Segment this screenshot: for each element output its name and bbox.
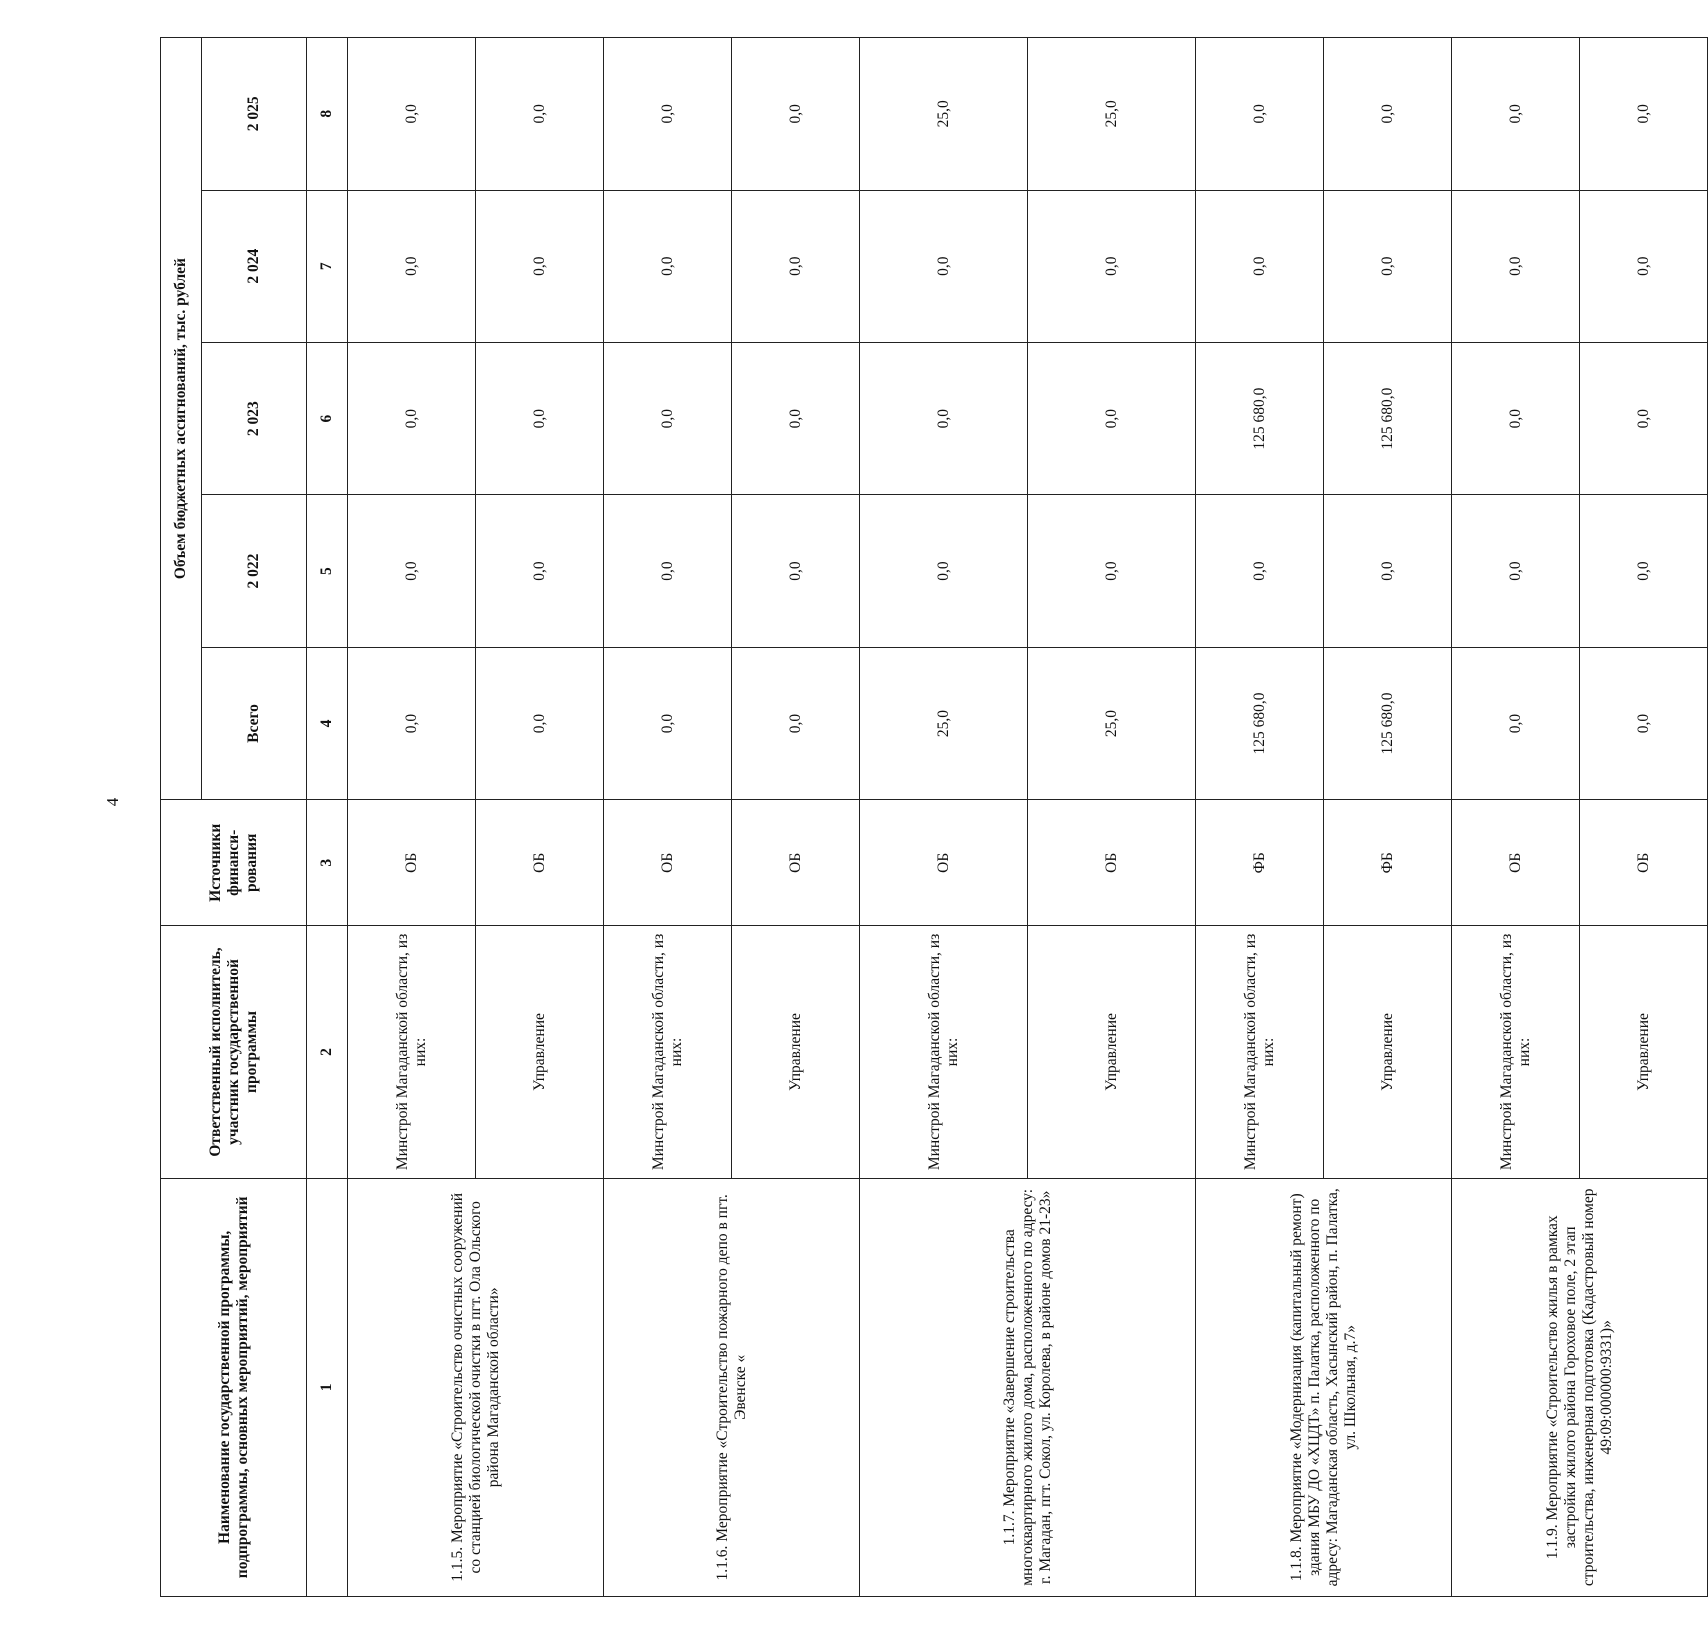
executor-cell: Минстрой Магаданской области, из них:	[1196, 926, 1324, 1178]
column-number: 1	[307, 1178, 348, 1596]
year-2022-cell: 0,0	[860, 495, 1028, 647]
executor-cell: Управление	[476, 926, 604, 1178]
funding-source-cell: ОБ	[1452, 800, 1580, 926]
year-2024-cell: 0,0	[1028, 190, 1196, 342]
executor-cell: Управление	[1324, 926, 1452, 1178]
year-2022-cell: 0,0	[1452, 495, 1580, 647]
year-2022-cell: 0,0	[348, 495, 476, 647]
year-2022-cell: 0,0	[732, 495, 860, 647]
year-2022-cell: 0,0	[1028, 495, 1196, 647]
year-2025-cell: 0,0	[476, 38, 604, 191]
year-2022-cell: 0,0	[604, 495, 732, 647]
executor-cell: Минстрой Магаданской области, из них:	[348, 926, 476, 1178]
year-2023-cell: 0,0	[476, 342, 604, 494]
header-executor: Ответственный исполнитель, участник государственной программы	[161, 926, 307, 1178]
total-cell: 0,0	[348, 647, 476, 799]
year-2023-cell: 125 680,0	[1196, 342, 1324, 494]
executor-cell: Управление	[732, 926, 860, 1178]
total-cell: 125 680,0	[1196, 647, 1324, 799]
column-number: 5	[307, 495, 348, 647]
header-year-2024: 2 024	[202, 190, 307, 342]
header-total: Всего	[202, 647, 307, 799]
year-2025-cell: 0,0	[1196, 38, 1324, 191]
funding-source-cell: ОБ	[1580, 800, 1708, 926]
year-2025-cell: 0,0	[1324, 38, 1452, 191]
total-cell: 25,0	[860, 647, 1028, 799]
year-2024-cell: 0,0	[1580, 190, 1708, 342]
total-cell: 125 680,0	[1324, 647, 1452, 799]
year-2025-cell: 25,0	[1028, 38, 1196, 191]
table-row	[604, 38, 732, 1597]
year-2023-cell: 0,0	[1580, 342, 1708, 494]
year-2025-cell: 0,0	[732, 38, 860, 191]
total-cell: 0,0	[1452, 647, 1580, 799]
year-2025-cell: 0,0	[1452, 38, 1580, 191]
funding-source-cell: ОБ	[732, 800, 860, 926]
rotated-table-container	[160, 37, 1652, 1597]
year-2025-cell: 0,0	[604, 38, 732, 191]
funding-source-cell: ОБ	[476, 800, 604, 926]
total-cell: 25,0	[1028, 647, 1196, 799]
year-2024-cell: 0,0	[348, 190, 476, 342]
header-year-2022: 2 022	[202, 495, 307, 647]
header-year-2025: 2 025	[202, 38, 307, 191]
year-2022-cell: 0,0	[476, 495, 604, 647]
activity-name-cell: 1.1.8. Мероприятие «Модернизация (капитальный ремонт) здания МБУ ДО «ХЦДТ» п. Палатка, расположенного по адресу: Магаданская область, Хасынский район, п. Палатка, ул. Школьная, д.7»	[1196, 1178, 1452, 1596]
table-row	[348, 38, 476, 1597]
year-2023-cell: 0,0	[1452, 342, 1580, 494]
total-cell: 0,0	[732, 647, 860, 799]
column-number: 6	[307, 342, 348, 494]
year-2022-cell: 0,0	[1196, 495, 1324, 647]
executor-cell: Минстрой Магаданской области, из них:	[1452, 926, 1580, 1178]
year-2024-cell: 0,0	[860, 190, 1028, 342]
funding-source-cell: ОБ	[604, 800, 732, 926]
table-row	[1196, 38, 1324, 1597]
column-number: 4	[307, 647, 348, 799]
year-2023-cell: 0,0	[732, 342, 860, 494]
column-number: 2	[307, 926, 348, 1178]
column-number: 7	[307, 190, 348, 342]
executor-cell: Минстрой Магаданской области, из них:	[860, 926, 1028, 1178]
year-2022-cell: 0,0	[1324, 495, 1452, 647]
funding-source-cell: ОБ	[1028, 800, 1196, 926]
total-cell: 0,0	[604, 647, 732, 799]
funding-source-cell: ФБ	[1324, 800, 1452, 926]
executor-cell: Управление	[1580, 926, 1708, 1178]
activity-name-cell: 1.1.7. Мероприятие «Завершение строительства многоквартирного жилого дома, расположенного по адресу: г. Магадан, пгт. Сокол, ул. Королева, в районе домов 21-23»	[860, 1178, 1196, 1596]
table-row	[1452, 38, 1580, 1597]
header-year-2023: 2 023	[202, 342, 307, 494]
page-number: 4	[103, 797, 122, 807]
year-2024-cell: 0,0	[1196, 190, 1324, 342]
column-number: 8	[307, 38, 348, 191]
year-2024-cell: 0,0	[604, 190, 732, 342]
header-program-name: Наименование государственной программы, подпрограммы, основных мероприятий, мероприятий	[161, 1178, 307, 1596]
total-cell: 0,0	[476, 647, 604, 799]
year-2023-cell: 0,0	[1028, 342, 1196, 494]
funding-source-cell: ФБ	[1196, 800, 1324, 926]
funding-source-cell: ОБ	[860, 800, 1028, 926]
year-2022-cell: 0,0	[1580, 495, 1708, 647]
header-funding-source: Источники финанси-рования	[161, 800, 307, 926]
total-cell: 0,0	[1580, 647, 1708, 799]
year-2025-cell: 0,0	[348, 38, 476, 191]
year-2024-cell: 0,0	[732, 190, 860, 342]
activity-name-cell: 1.1.6. Мероприятие «Строительство пожарного депо в пгт. Эвенске «	[604, 1178, 860, 1596]
year-2023-cell: 0,0	[604, 342, 732, 494]
year-2025-cell: 25,0	[860, 38, 1028, 191]
table-body	[348, 38, 1708, 1597]
year-2023-cell: 125 680,0	[1324, 342, 1452, 494]
executor-cell: Минстрой Магаданской области, из них:	[604, 926, 732, 1178]
budget-table	[160, 37, 1708, 1597]
executor-cell: Управление	[1028, 926, 1196, 1178]
year-2024-cell: 0,0	[1324, 190, 1452, 342]
year-2024-cell: 0,0	[476, 190, 604, 342]
year-2023-cell: 0,0	[860, 342, 1028, 494]
year-2024-cell: 0,0	[1452, 190, 1580, 342]
year-2025-cell: 0,0	[1580, 38, 1708, 191]
header-budget-group: Объем бюджетных ассигнований, тыс. рублей	[161, 38, 202, 800]
table-row	[860, 38, 1028, 1597]
column-number: 3	[307, 800, 348, 926]
year-2023-cell: 0,0	[348, 342, 476, 494]
funding-source-cell: ОБ	[348, 800, 476, 926]
activity-name-cell: 1.1.5. Мероприятие «Строительство очистных сооружений со станцией биологической очистки в пгт. Ола Ольского района Магаданской области»	[348, 1178, 604, 1596]
activity-name-cell: 1.1.9. Мероприятие «Строительство жилья в рамках застройки жилого района Гороховое поле, 2 этап строительства, инженерная подготовка (Кадастровый номер 49:09:000000:9331)»	[1452, 1178, 1708, 1596]
